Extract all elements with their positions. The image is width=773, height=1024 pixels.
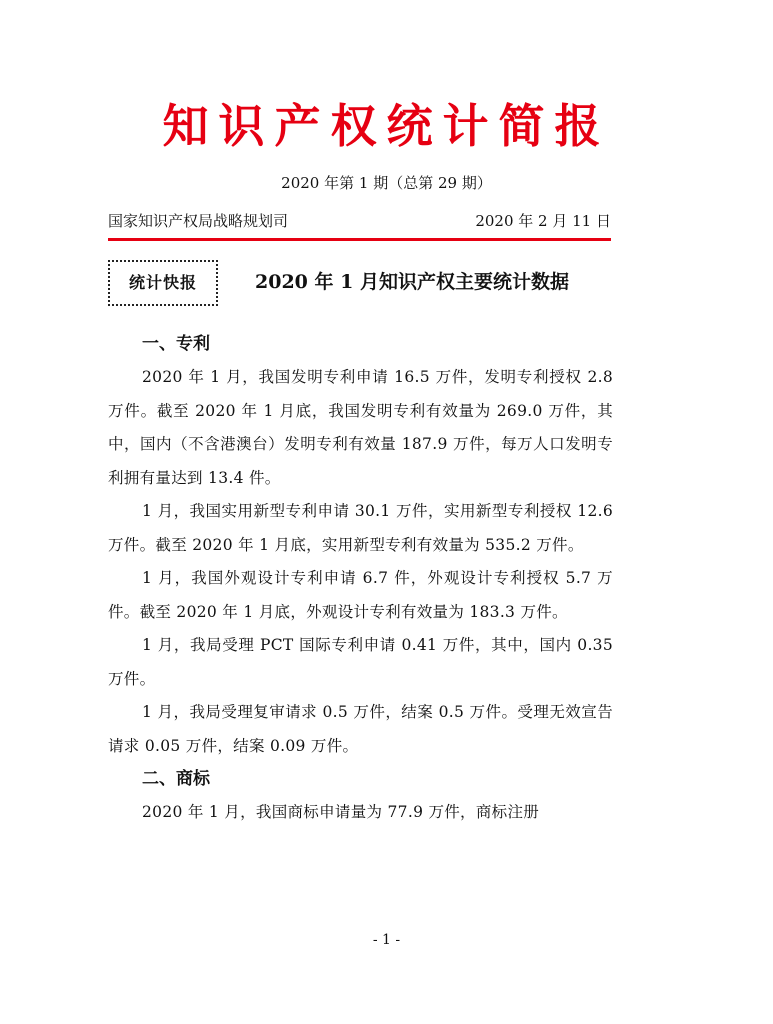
paragraph: 2020 年 1 月，我国商标申请量为 77.9 万件，商标注册 xyxy=(142,803,540,821)
issue-number: 2020 年第 1 期（总第 29 期） xyxy=(281,174,492,192)
section-heading-trademark: 二、商标 xyxy=(142,769,210,789)
red-divider xyxy=(108,238,611,241)
issuing-department: 国家知识产权局战略规划司 xyxy=(108,212,289,230)
paragraph: 1 月，我国外观设计专利申请 6.7 件，外观设计专利授权 5.7 万件。截至 2020 年 1 月底，外观设计专利有效量为 183.3 万件。 xyxy=(108,569,613,621)
section-heading-patent: 一、专利 xyxy=(142,334,210,354)
document-title: 2020 年 1 月知识产权主要统计数据 xyxy=(255,271,569,293)
masthead-title: 知识产权统计简报 xyxy=(162,99,611,153)
issue-date: 2020 年 2 月 11 日 xyxy=(475,212,611,230)
document-body xyxy=(108,328,613,830)
page-number: - 1 - xyxy=(372,932,401,948)
stat-flash-stamp: 统计快报 xyxy=(108,260,218,306)
paragraph: 2020 年 1 月，我国发明专利申请 16.5 万件，发明专利授权 2.8 万件。截至 2020 年 1 月底，我国发明专利有效量为 269.0 万件，其中，国内（不含港澳台）发明专利有效量 187.9 万件，每万人口发明专利拥有量达到 13.4 件。 xyxy=(108,368,613,487)
paragraph: 1 月，我局受理 PCT 国际专利申请 0.41 万件，其中，国内 0.35 万件。 xyxy=(108,636,613,688)
paragraph: 1 月，我国实用新型专利申请 30.1 万件，实用新型专利授权 12.6 万件。截至 2020 年 1 月底，实用新型专利有效量为 535.2 万件。 xyxy=(108,502,613,554)
paragraph: 1 月，我局受理复审请求 0.5 万件，结案 0.5 万件。受理无效宣告请求 0.05 万件，结案 0.09 万件。 xyxy=(108,703,613,755)
